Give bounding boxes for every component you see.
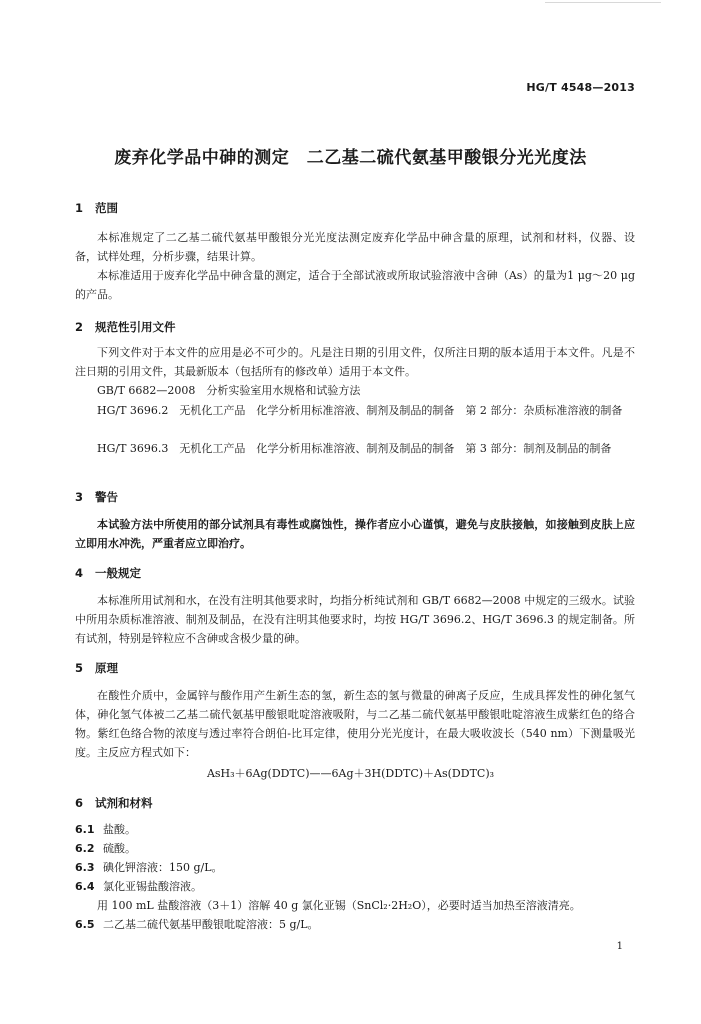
section-title: 试剂和材料: [95, 796, 153, 810]
section-number: 3: [75, 490, 84, 504]
reagent-item: [75, 915, 319, 934]
item-number: 6.5: [75, 918, 95, 931]
document-title: 废弃化学品中砷的测定 二乙基二硫代氨基甲酸银分光光度法: [114, 148, 587, 168]
item-number: 6.3: [75, 861, 95, 874]
section-2-heading: [75, 319, 176, 335]
section-number: 1: [75, 201, 84, 215]
section-title: 规范性引用文件: [95, 320, 176, 334]
reaction-equation: AsH₃＋6Ag(DDTC)——6Ag＋3H(DDTC)＋As(DDTC)₃: [206, 767, 495, 780]
reagent-preparation-note: 用 100 mL 盐酸溶液（3＋1）溶解 40 g 氯化亚锡（SnCl₂·2H₂O），必要时适当加热至溶液清亮。: [97, 899, 581, 912]
section-1-heading: [75, 200, 118, 216]
section-title: 警告: [95, 490, 118, 504]
page-number: 1: [616, 941, 623, 952]
reference-hg-3696-2: HG/T 3696.2 无机化工产品 化学分析用标准溶液、制剂及制品的制备 第 2 部分：杂质标准溶液的制备: [97, 404, 623, 417]
reference-hg-3696-3: HG/T 3696.3 无机化工产品 化学分析用标准溶液、制剂及制品的制备 第 3 部分：制剂及制品的制备: [97, 442, 612, 455]
scope-paragraph-1: 本标准规定了二乙基二硫代氨基甲酸银分光光度法测定废弃化学品中砷含量的原理，试剂和材料，仪器、设备，试样处理，分析步骤，结果计算。: [75, 231, 635, 263]
section-number: 5: [75, 661, 84, 675]
reagent-item: [75, 839, 136, 858]
reagent-item: [75, 858, 223, 877]
item-number: 6.1: [75, 823, 95, 836]
item-text: 硫酸。: [103, 842, 136, 855]
section-6-heading: [75, 795, 153, 811]
section-5-heading: [75, 660, 118, 676]
section-3-heading: [75, 489, 118, 505]
section-number: 4: [75, 566, 84, 580]
section-title: 范围: [95, 201, 118, 215]
scope-paragraph-2: 本标准适用于废弃化学品中砷含量的测定，适合于全部试液或所取试验溶液中含砷（As）的量为1 μg～20 μg的产品。: [75, 269, 635, 301]
reference-gb-6682: GB/T 6682—2008 分析实验室用水规格和试验方法: [97, 384, 361, 397]
section-number: 2: [75, 320, 84, 334]
references-intro: 下列文件对于本文件的应用是必不可少的。凡是注日期的引用文件，仅所注日期的版本适用于本文件。凡是不注日期的引用文件，其最新版本（包括所有的修改单）适用于本文件。: [75, 346, 635, 378]
item-number: 6.2: [75, 842, 95, 855]
section-4-heading: [75, 565, 141, 581]
principle-paragraph: 在酸性介质中，金属锌与酸作用产生新生态的氢，新生态的氢与微量的砷离子反应，生成具挥发性的砷化氢气体，砷化氢气体被二乙基二硫代氨基甲酸银吡啶溶液吸附，与二乙基二硫代氨基甲酸银吡啶溶液生成紫红色的络合物。紫红色络合物的浓度与透过率符合朗伯-比耳定律，使用分光光度计，在最大吸收波长（540 nm）下测量吸光度。主反应方程式如下：: [75, 689, 635, 759]
item-text: 氯化亚锡盐酸溶液。: [103, 880, 202, 893]
item-number: 6.4: [75, 880, 95, 893]
scan-edge-line: [545, 2, 661, 3]
warning-paragraph: 本试验方法中所使用的部分试剂具有毒性或腐蚀性，操作者应小心谨慎，避免与皮肤接触，如接触到皮肤上应立即用水冲洗，严重者应立即治疗。: [75, 518, 635, 550]
standard-code: HG/T 4548—2013: [526, 81, 635, 94]
section-number: 6: [75, 796, 84, 810]
item-text: 盐酸。: [103, 823, 136, 836]
item-text: 碘化钾溶液：150 g/L。: [103, 861, 223, 874]
item-text: 二乙基二硫代氨基甲酸银吡啶溶液：5 g/L。: [103, 918, 319, 931]
reagent-item: [75, 820, 136, 839]
section-title: 一般规定: [95, 566, 141, 580]
general-provisions-paragraph: 本标准所用试剂和水，在没有注明其他要求时，均指分析纯试剂和 GB/T 6682—2008 中规定的三级水。试验中所用杂质标准溶液、制剂及制品，在没有注明其他要求时，均按 HG/T 3696.2、HG/T 3696.3 的规定制备。所有试剂，特别是锌粒应不含砷或含极少量的砷。: [75, 594, 635, 645]
section-title: 原理: [95, 661, 118, 675]
reagent-item: [75, 877, 202, 896]
